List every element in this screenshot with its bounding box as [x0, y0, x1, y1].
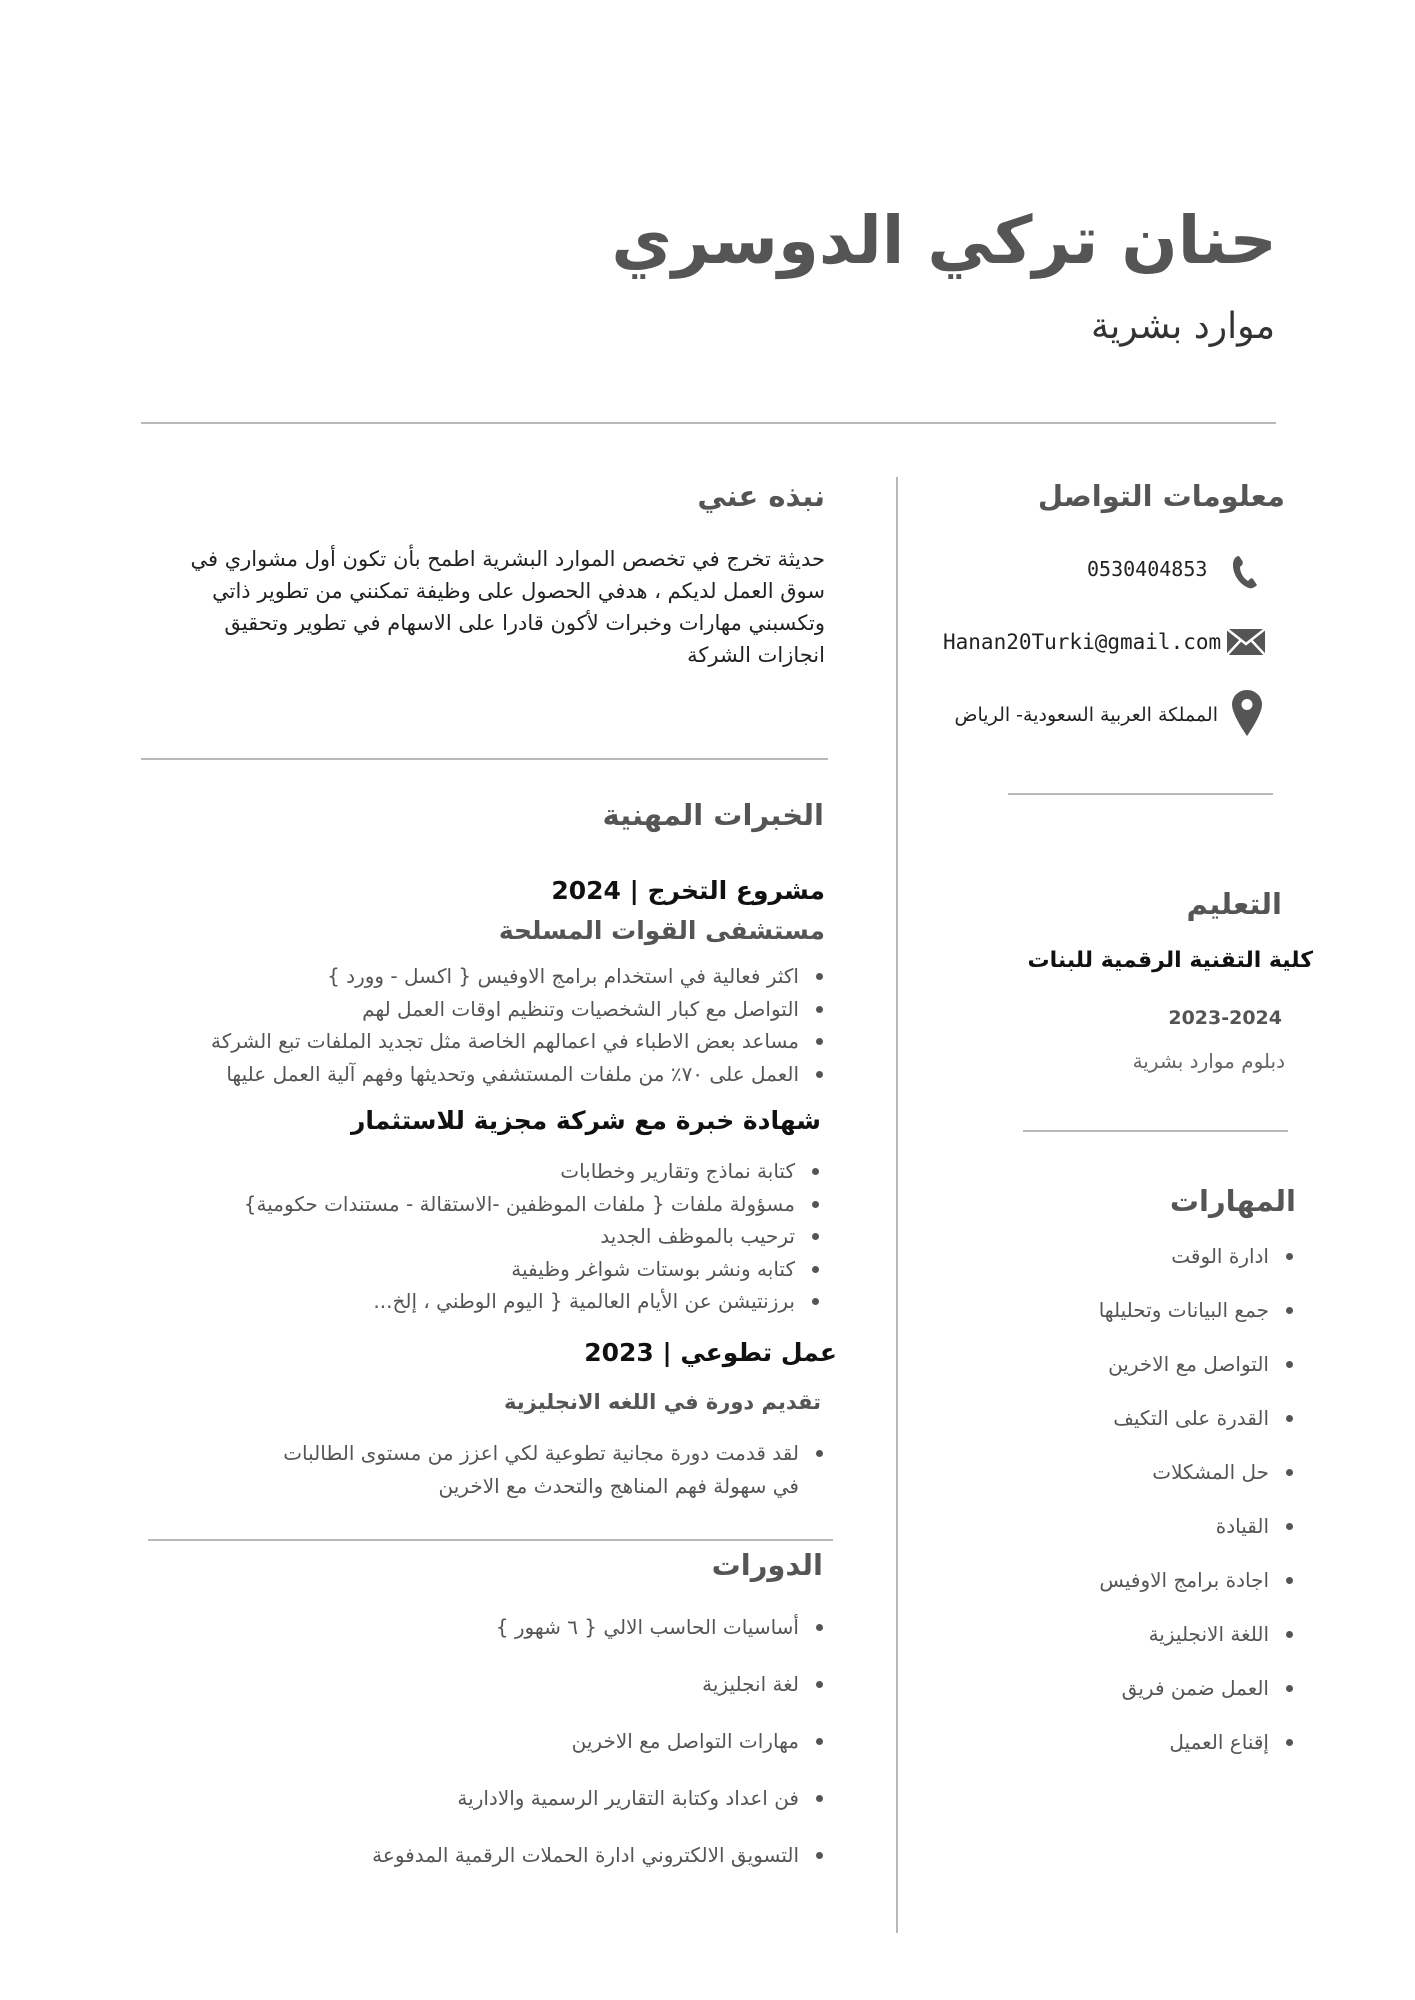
- skill-item: ادارة الوقت: [1099, 1241, 1293, 1271]
- job-bullet: كتابة نماذج وتقارير وخطابات: [244, 1155, 819, 1188]
- job-bullet: اكثر فعالية في استخدام برامج الاوفيس { اكسل - وورد }: [211, 960, 823, 993]
- skill-item: إقناع العميل: [1099, 1727, 1293, 1757]
- skills-heading: المهارات: [1169, 1184, 1296, 1218]
- skill-item: القيادة: [1099, 1511, 1293, 1541]
- education-degree: دبلوم موارد بشرية: [1132, 1049, 1285, 1073]
- courses-heading: الدورات: [711, 1548, 823, 1582]
- courses-divider: [148, 1539, 833, 1541]
- job-bullet: التواصل مع كبار الشخصيات وتنظيم اوقات العمل لهم: [211, 993, 823, 1026]
- education-school: كلية التقنية الرقمية للبنات: [1027, 948, 1313, 973]
- job-title-heading: عمل تطوعي | 2023: [584, 1338, 837, 1367]
- skills-list: [1099, 1241, 1293, 1781]
- skill-item: القدرة على التكيف: [1099, 1403, 1293, 1433]
- course-item: فن اعداد وكتابة التقارير الرسمية والادارية: [372, 1783, 823, 1813]
- course-item: التسويق الالكتروني ادارة الحملات الرقمية المدفوعة: [372, 1840, 823, 1870]
- course-item: لغة انجليزية: [372, 1669, 823, 1699]
- job-organization: مستشفى القوات المسلحة: [498, 916, 825, 945]
- education-heading: التعليم: [1186, 887, 1282, 921]
- skill-item: اجادة برامج الاوفيس: [1099, 1565, 1293, 1595]
- experience-heading: الخبرات المهنية: [602, 798, 824, 832]
- skill-item: العمل ضمن فريق: [1099, 1673, 1293, 1703]
- envelope-icon: [1227, 629, 1265, 655]
- skill-item: التواصل مع الاخرين: [1099, 1349, 1293, 1379]
- phone-icon: [1232, 555, 1262, 589]
- skill-item: حل المشكلات: [1099, 1457, 1293, 1487]
- map-pin-icon: [1232, 690, 1262, 736]
- job-title-heading: شهادة خبرة مع شركة مجزية للاستثمار: [350, 1106, 821, 1135]
- job-bullet: كتابه ونشر بوستات شواغر وظيفية: [244, 1253, 819, 1286]
- contact-heading: معلومات التواصل: [1037, 479, 1285, 513]
- education-divider: [1023, 1130, 1288, 1132]
- job-title-heading: مشروع التخرج | 2024: [551, 876, 825, 905]
- job-bullets: [211, 960, 823, 1090]
- about-text: حديثة تخرج في تخصص الموارد البشرية اطمح بأن تكون أول مشواري في سوق العمل لديكم ، هدفي الحصول على وظيفة تمكنني من تطوير ذاتي وتكسبني مهارات وخبرات لأكون قادرا على الاسهام في تطوير وتحقيق انجازات الشركة: [190, 547, 825, 667]
- education-years: 2023-2024: [1168, 1007, 1282, 1029]
- location: المملكة العربية السعودية- الرياض: [954, 704, 1218, 726]
- skill-item: اللغة الانجليزية: [1099, 1619, 1293, 1649]
- job-bullet: لقد قدمت دورة مجانية تطوعية لكي اعزز من مستوى الطالبات في سهولة فهم المناهج والتحدث مع الاخرين: [279, 1437, 823, 1503]
- column-divider: [896, 477, 898, 1933]
- job-bullet: ترحيب بالموظف الجديد: [244, 1220, 819, 1253]
- contact-divider: [1008, 793, 1273, 795]
- course-item: أساسيات الحاسب الالي { ٦ شهور }: [372, 1612, 823, 1642]
- job-bullet: مساعد بعض الاطباء في اعمالهم الخاصة مثل تجديد الملفات تبع الشركة: [211, 1025, 823, 1058]
- job-bullet: مسؤولة ملفات { ملفات الموظفين -الاستقالة - مستندات حكومية}: [244, 1188, 819, 1221]
- courses-list: [372, 1612, 823, 1897]
- job-title: موارد بشرية: [1090, 306, 1275, 347]
- job-bullet: برزنتيشن عن الأيام العالمية { اليوم الوطني ، إلخ...: [244, 1285, 819, 1318]
- job-bullets: [279, 1437, 823, 1503]
- email-address[interactable]: Hanan20Turki@gmail.com: [943, 630, 1222, 654]
- skill-item: جمع البيانات وتحليلها: [1099, 1295, 1293, 1325]
- about-divider: [141, 758, 828, 760]
- course-item: مهارات التواصل مع الاخرين: [372, 1726, 823, 1756]
- job-bullets: [244, 1155, 819, 1318]
- phone-number[interactable]: 0530404853: [1087, 557, 1208, 581]
- job-subtitle: تقديم دورة في اللغه الانجليزية: [504, 1390, 821, 1414]
- job-bullet: العمل على ٧٠٪ من ملفات المستشفي وتحديثها وفهم آلية العمل عليها: [211, 1058, 823, 1091]
- candidate-name: حنان تركي الدوسري: [611, 202, 1277, 279]
- header-divider: [141, 422, 1276, 424]
- about-heading: نبذه عني: [697, 479, 825, 513]
